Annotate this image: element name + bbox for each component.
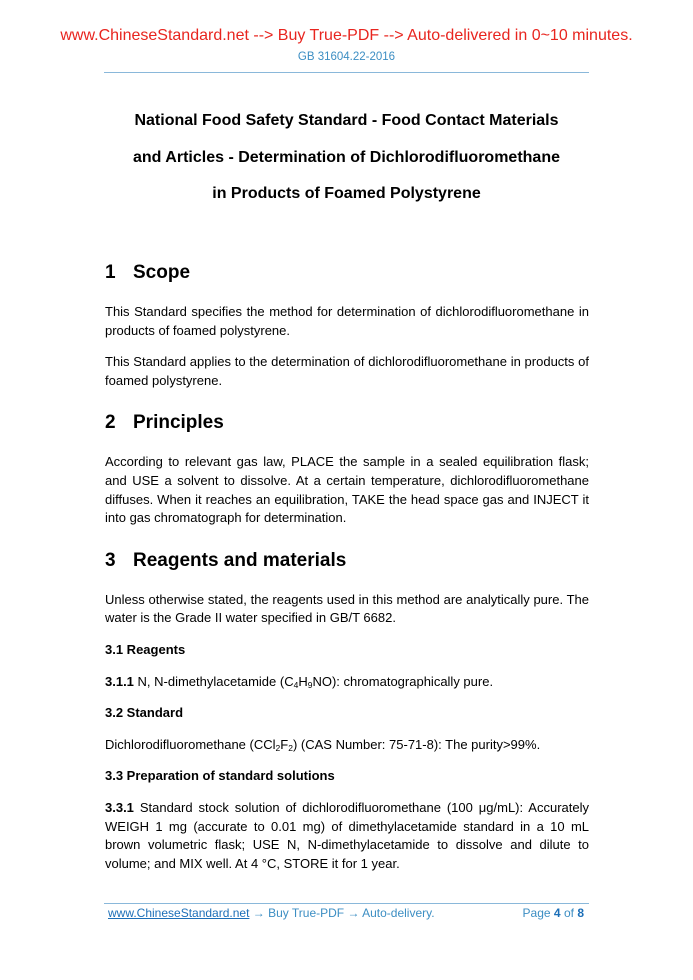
section-heading-reagents: 3 Reagents and materials: [105, 549, 347, 571]
scope-paragraph-1: This Standard specifies the method for determination of dichlorodifluoromethane in products of foamed polystyrene.: [105, 304, 589, 338]
title-line-2: and Articles - Determination of Dichlorodifluoromethane: [133, 148, 560, 166]
document-body: [105, 256, 589, 873]
footer-divider: [104, 903, 589, 904]
preparation-item-3-3-1: 3.3.1 Standard stock solution of dichlorodifluoromethane (100 μg/mL): Accurately WEIGH 1 mg (accurate to 0.01 mg) of dimethylacetamide standard in a 10 mL brown volumetric flask; USE N, N-dimethylacetamide to dissolve and dilute to volume; and MIX well. At 4 °C, STORE it for 1 year.: [105, 799, 589, 871]
title-line-3: in Products of Foamed Polystyrene: [212, 185, 481, 202]
section-heading-principles: 2 Principles: [105, 412, 224, 434]
footer-text: → Buy True-PDF → Auto-delivery.: [249, 906, 435, 920]
section-heading-scope: 1 Scope: [105, 262, 191, 283]
page-indicator: Page 4 of 8: [522, 906, 584, 920]
scope-paragraph-2: This Standard applies to the determination of dichlorodifluoromethane in products of foamed polystyrene.: [105, 354, 589, 388]
reagents-paragraph: Unless otherwise stated, the reagents used in this method are analytically pure. The water is the Grade II water specified in GB/T 6682.: [105, 591, 589, 626]
document-title: [60, 103, 633, 213]
header-banner[interactable]: www.ChineseStandard.net --> Buy True-PDF --> Auto-delivered in 0~10 minutes.: [60, 27, 633, 44]
principles-paragraph: According to relevant gas law, PLACE the sample in a sealed equilibration flask; and USE a solvent to dissolve. At a certain temperature, dichlorodifluoromethane diffuses. When it reaches an equilibration, TAKE the head space gas and INJECT it into gas chromatograph for determination.: [105, 454, 589, 526]
header-divider: [104, 72, 589, 73]
subsection-heading-preparation: 3.3 Preparation of standard solutions: [105, 768, 335, 784]
subsection-heading-reagents: 3.1 Reagents: [105, 641, 186, 657]
reagent-item-3-1-1: 3.1.1 N, N-dimethylacetamide $(C_4H_9NO)$: chromatographically pure.: [105, 673, 494, 690]
standard-item: Dichlorodifluoromethane $(CCl_2F_2)$ (CAS Number: 75-71-8): The purity>99%.: [105, 736, 541, 753]
standard-code: GB 31604.22-2016: [297, 51, 396, 63]
subsection-heading-standard: 3.2 Standard: [105, 705, 184, 721]
footer-link[interactable]: www.ChineseStandard.net: [108, 906, 250, 920]
page-footer: [108, 906, 584, 920]
title-line-1: National Food Safety Standard - Food Contact Materials: [134, 112, 559, 129]
